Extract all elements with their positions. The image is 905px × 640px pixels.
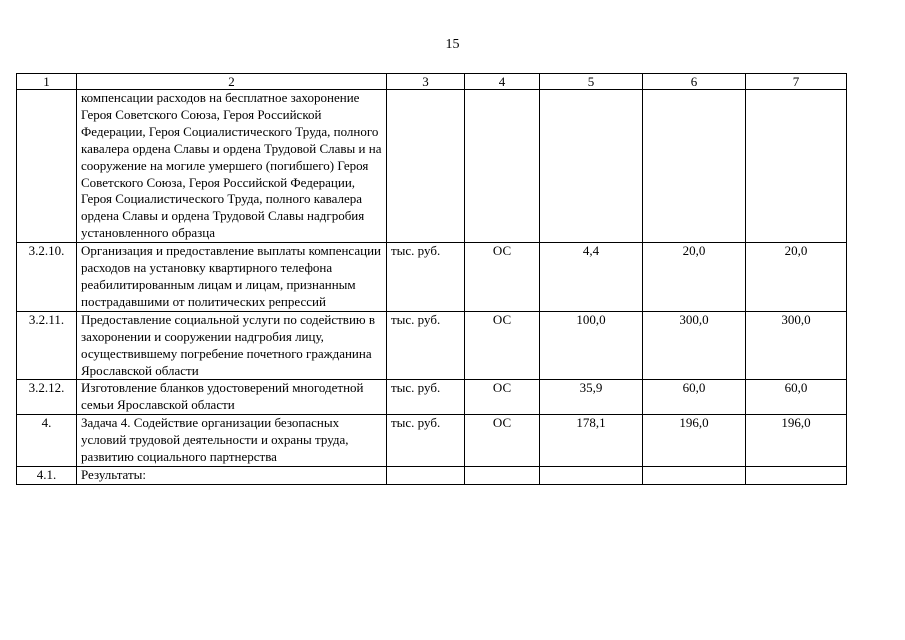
row-description: Изготовление бланков удостоверений многодетной семьи Ярославской области: [77, 380, 387, 415]
row-funding-source: ОС: [465, 311, 540, 380]
column-header: 7: [746, 74, 847, 90]
row-description: Задача 4. Содействие организации безопасных условий трудовой деятельности и охраны труда, развитию социального партнерства: [77, 415, 387, 467]
table-row: [17, 90, 847, 243]
row-funding-source: [465, 466, 540, 484]
row-number: 4.: [17, 415, 77, 467]
table-row: [17, 380, 847, 415]
row-value-col6: [643, 90, 746, 243]
table-header-row: [17, 74, 847, 90]
row-value-col5: [540, 90, 643, 243]
page-number: 15: [445, 37, 460, 52]
row-value-col6: 60,0: [643, 380, 746, 415]
row-value-col5: 35,9: [540, 380, 643, 415]
row-unit: тыс. руб.: [387, 380, 465, 415]
row-value-col6: [643, 466, 746, 484]
row-value-col5: [540, 466, 643, 484]
row-value-col7: 60,0: [746, 380, 847, 415]
program-table: [16, 73, 847, 485]
row-number: 3.2.11.: [17, 311, 77, 380]
table-row: [17, 415, 847, 467]
row-unit: тыс. руб.: [387, 311, 465, 380]
row-value-col6: 20,0: [643, 243, 746, 312]
table-row: [17, 466, 847, 484]
column-header: 2: [77, 74, 387, 90]
row-description: Результаты:: [77, 466, 387, 484]
column-header: 4: [465, 74, 540, 90]
row-number: 3.2.12.: [17, 380, 77, 415]
row-value-col7: [746, 466, 847, 484]
row-number: 3.2.10.: [17, 243, 77, 312]
table-row: [17, 311, 847, 380]
row-value-col6: 196,0: [643, 415, 746, 467]
row-number: [17, 90, 77, 243]
row-funding-source: ОС: [465, 415, 540, 467]
column-header: 5: [540, 74, 643, 90]
row-description: Организация и предоставление выплаты компенсации расходов на установку квартирного телефона реабилитированным лицам и лицам, признанным пострадавшими от политических репрессий: [77, 243, 387, 312]
table-row: [17, 243, 847, 312]
row-unit: [387, 466, 465, 484]
row-value-col5: 4,4: [540, 243, 643, 312]
row-description: Предоставление социальной услуги по содействию в захоронении и сооружении надгробия лицу, осуществившему погребение почетного гражданина Ярославской области: [77, 311, 387, 380]
row-number: 4.1.: [17, 466, 77, 484]
column-header: 1: [17, 74, 77, 90]
row-value-col7: 20,0: [746, 243, 847, 312]
row-value-col5: 100,0: [540, 311, 643, 380]
row-funding-source: ОС: [465, 243, 540, 312]
row-funding-source: ОС: [465, 380, 540, 415]
row-value-col7: 300,0: [746, 311, 847, 380]
row-value-col5: 178,1: [540, 415, 643, 467]
row-value-col7: 196,0: [746, 415, 847, 467]
row-value-col6: 300,0: [643, 311, 746, 380]
row-unit: тыс. руб.: [387, 243, 465, 312]
column-header: 6: [643, 74, 746, 90]
row-unit: [387, 90, 465, 243]
column-header: 3: [387, 74, 465, 90]
row-value-col7: [746, 90, 847, 243]
row-unit: тыс. руб.: [387, 415, 465, 467]
row-description: компенсации расходов на бесплатное захоронение Героя Советского Союза, Героя Российской Федерации, Героя Социалистического Труда, полного кавалера ордена Славы и ордена Трудовой Славы и на сооружение на могиле умершего (погибшего) Героя Советского Союза, Героя Российской Федерации, Героя Социалистического Труда, полного кавалера ордена Славы и ордена Трудовой Славы надгробия установленного образца: [77, 90, 387, 243]
row-funding-source: [465, 90, 540, 243]
